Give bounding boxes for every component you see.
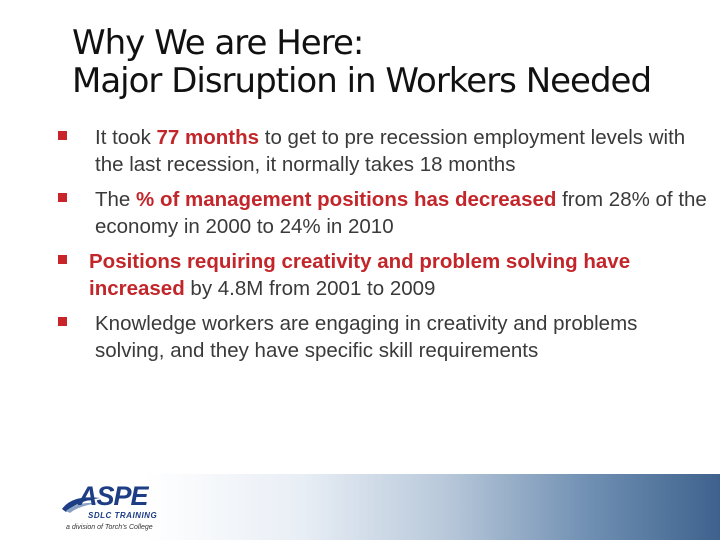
bullet-text: from 28% of the economy in 2000 to 24% in 2010 [95,188,707,238]
bullet-item [58,186,708,240]
slide-title-line-1: Why We are Here: [72,23,364,63]
bullet-text: to get to pre recession employment levels with the last recession, it normally takes 18 months [95,126,686,176]
logo-name: ASPE [78,481,148,511]
bullet-text: The [95,188,137,211]
bullet-item [58,248,708,302]
bullet-item [58,310,708,364]
logo-tagline: a division of Torch's College [66,524,153,531]
square-bullet-icon [58,317,67,326]
square-bullet-icon [58,131,67,140]
square-bullet-icon [58,193,67,202]
bullet-item [58,124,708,178]
square-bullet-icon [58,255,67,264]
bullet-highlight: 77 months [156,126,260,149]
bullet-list [58,124,708,372]
slide-title-line-2: Major Disruption in Workers Needed [72,61,652,101]
bullet-highlight: Positions requiring creativity and problem solving have increased [89,250,631,300]
slide-title [72,24,692,100]
bullet-text: Knowledge workers are engaging in creativity and problems solving, and they have specific skill requirements [95,312,638,362]
bullet-highlight: % of management positions has decreased [136,188,557,211]
aspe-logo [60,481,170,534]
bullet-text: It took [95,126,157,149]
bullet-text: by 4.8M from 2001 to 2009 [184,277,436,300]
logo-subtitle: SDLC TRAINING [88,511,158,520]
